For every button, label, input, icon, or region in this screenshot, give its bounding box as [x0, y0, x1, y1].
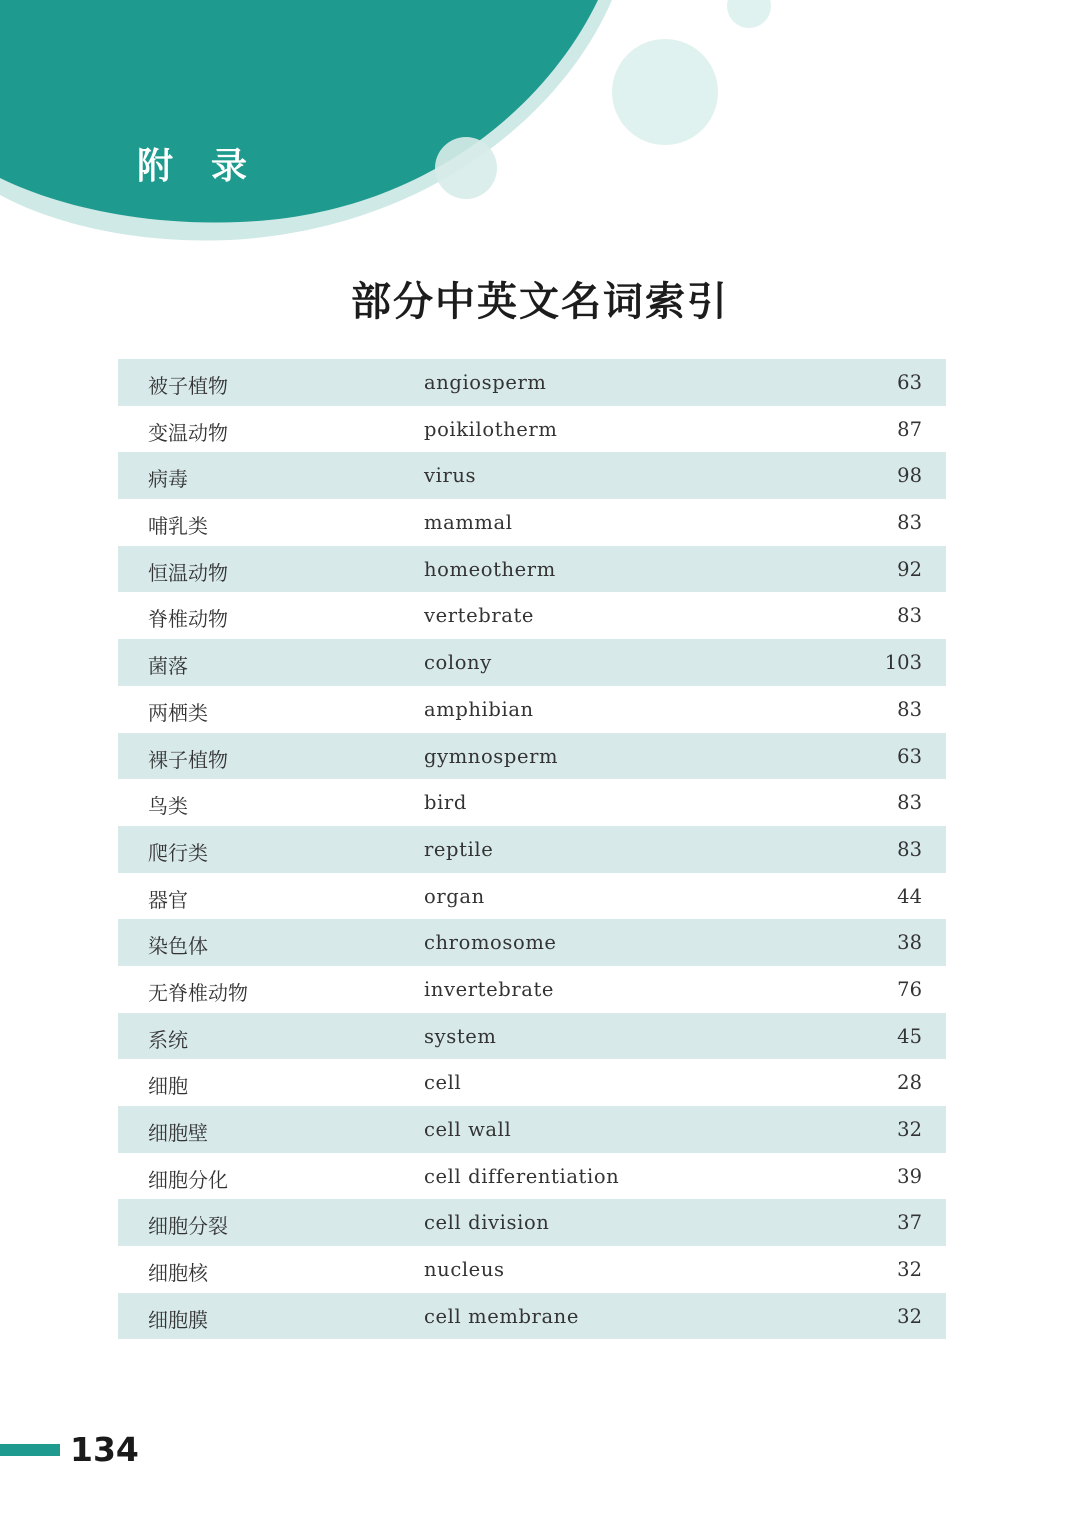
term-english: chromosome [424, 931, 557, 955]
index-row [118, 826, 946, 873]
term-chinese: 被子植物 [148, 374, 228, 398]
term-page: 92 [897, 557, 922, 581]
term-chinese: 变温动物 [148, 420, 228, 445]
term-page: 63 [897, 744, 922, 768]
term-english: cell [424, 1071, 462, 1095]
term-english: nucleus [424, 1258, 505, 1282]
index-row [118, 592, 946, 639]
index-row [118, 1153, 946, 1200]
term-english: angiosperm [424, 371, 547, 394]
term-chinese: 裸子植物 [148, 747, 228, 772]
term-page: 83 [897, 791, 922, 815]
term-chinese: 细胞分裂 [148, 1214, 228, 1239]
term-page: 63 [897, 371, 922, 394]
term-page: 32 [897, 1258, 922, 1282]
term-chinese: 细胞分化 [148, 1167, 228, 1192]
term-page: 38 [897, 931, 922, 955]
term-chinese: 系统 [148, 1027, 188, 1052]
index-table [118, 359, 946, 1339]
term-chinese: 哺乳类 [148, 514, 208, 539]
term-chinese: 染色体 [148, 934, 208, 959]
term-page: 83 [897, 697, 922, 721]
index-row [118, 873, 946, 920]
term-chinese: 脊椎动物 [148, 607, 228, 632]
page-number: 134 [70, 1430, 139, 1469]
term-chinese: 器官 [148, 887, 188, 912]
header-decoration [0, 0, 1080, 260]
index-row [118, 1246, 946, 1293]
term-page: 39 [897, 1164, 922, 1188]
index-row [118, 966, 946, 1013]
term-chinese: 爬行类 [148, 840, 208, 865]
term-chinese: 细胞核 [148, 1261, 208, 1286]
term-chinese: 细胞壁 [148, 1121, 208, 1145]
term-page: 28 [897, 1071, 922, 1095]
term-chinese: 病毒 [148, 467, 188, 492]
appendix-label: 附录 [137, 146, 286, 187]
term-page: 32 [897, 1304, 922, 1328]
term-english: gymnosperm [424, 744, 559, 768]
index-row [118, 499, 946, 546]
decor-circle-large [612, 39, 718, 145]
term-english: organ [424, 884, 485, 908]
term-english: virus [424, 464, 477, 488]
term-english: system [424, 1024, 497, 1048]
index-row [118, 406, 946, 453]
decor-circle-mid [435, 137, 497, 199]
term-chinese: 无脊椎动物 [148, 980, 248, 1005]
term-english: cell differentiation [424, 1164, 620, 1188]
term-page: 98 [897, 464, 922, 488]
term-page: 83 [897, 837, 922, 861]
term-english: poikilotherm [424, 417, 558, 441]
term-english: cell wall [424, 1118, 512, 1141]
term-chinese: 细胞 [148, 1074, 188, 1099]
term-chinese: 两栖类 [148, 700, 208, 725]
term-english: invertebrate [424, 977, 555, 1001]
term-english: homeotherm [424, 557, 556, 581]
term-english: vertebrate [424, 604, 535, 628]
index-row [118, 686, 946, 733]
term-english: bird [424, 791, 467, 815]
header-teal-shape [0, 0, 598, 222]
term-page: 45 [897, 1024, 922, 1048]
index-row [118, 1199, 946, 1246]
index-row [118, 779, 946, 826]
index-row [118, 639, 946, 686]
index-row [118, 1293, 946, 1340]
index-row [118, 1106, 946, 1153]
index-row [118, 919, 946, 966]
term-english: mammal [424, 511, 513, 535]
term-page: 83 [897, 604, 922, 628]
page-number-bar [0, 1444, 60, 1456]
term-english: reptile [424, 837, 494, 861]
term-english: cell membrane [424, 1304, 579, 1328]
term-page: 44 [897, 884, 922, 908]
term-page: 87 [897, 417, 922, 441]
term-page: 37 [897, 1211, 922, 1235]
term-chinese: 细胞膜 [148, 1307, 208, 1332]
page-title: 部分中英文名词索引 [351, 278, 729, 325]
term-english: cell division [424, 1211, 550, 1235]
term-page: 76 [897, 977, 922, 1001]
decor-circle-small [727, 0, 771, 28]
index-row [118, 359, 946, 406]
index-row [118, 1013, 946, 1060]
index-row [118, 452, 946, 499]
term-chinese: 恒温动物 [148, 560, 228, 585]
index-row [118, 733, 946, 780]
term-chinese: 菌落 [148, 654, 188, 679]
index-row [118, 1059, 946, 1106]
term-english: colony [424, 651, 492, 675]
term-english: amphibian [424, 697, 534, 721]
term-page: 103 [884, 651, 922, 675]
term-page: 83 [897, 511, 922, 535]
term-chinese: 鸟类 [148, 794, 188, 819]
index-row [118, 546, 946, 593]
term-page: 32 [897, 1118, 922, 1141]
